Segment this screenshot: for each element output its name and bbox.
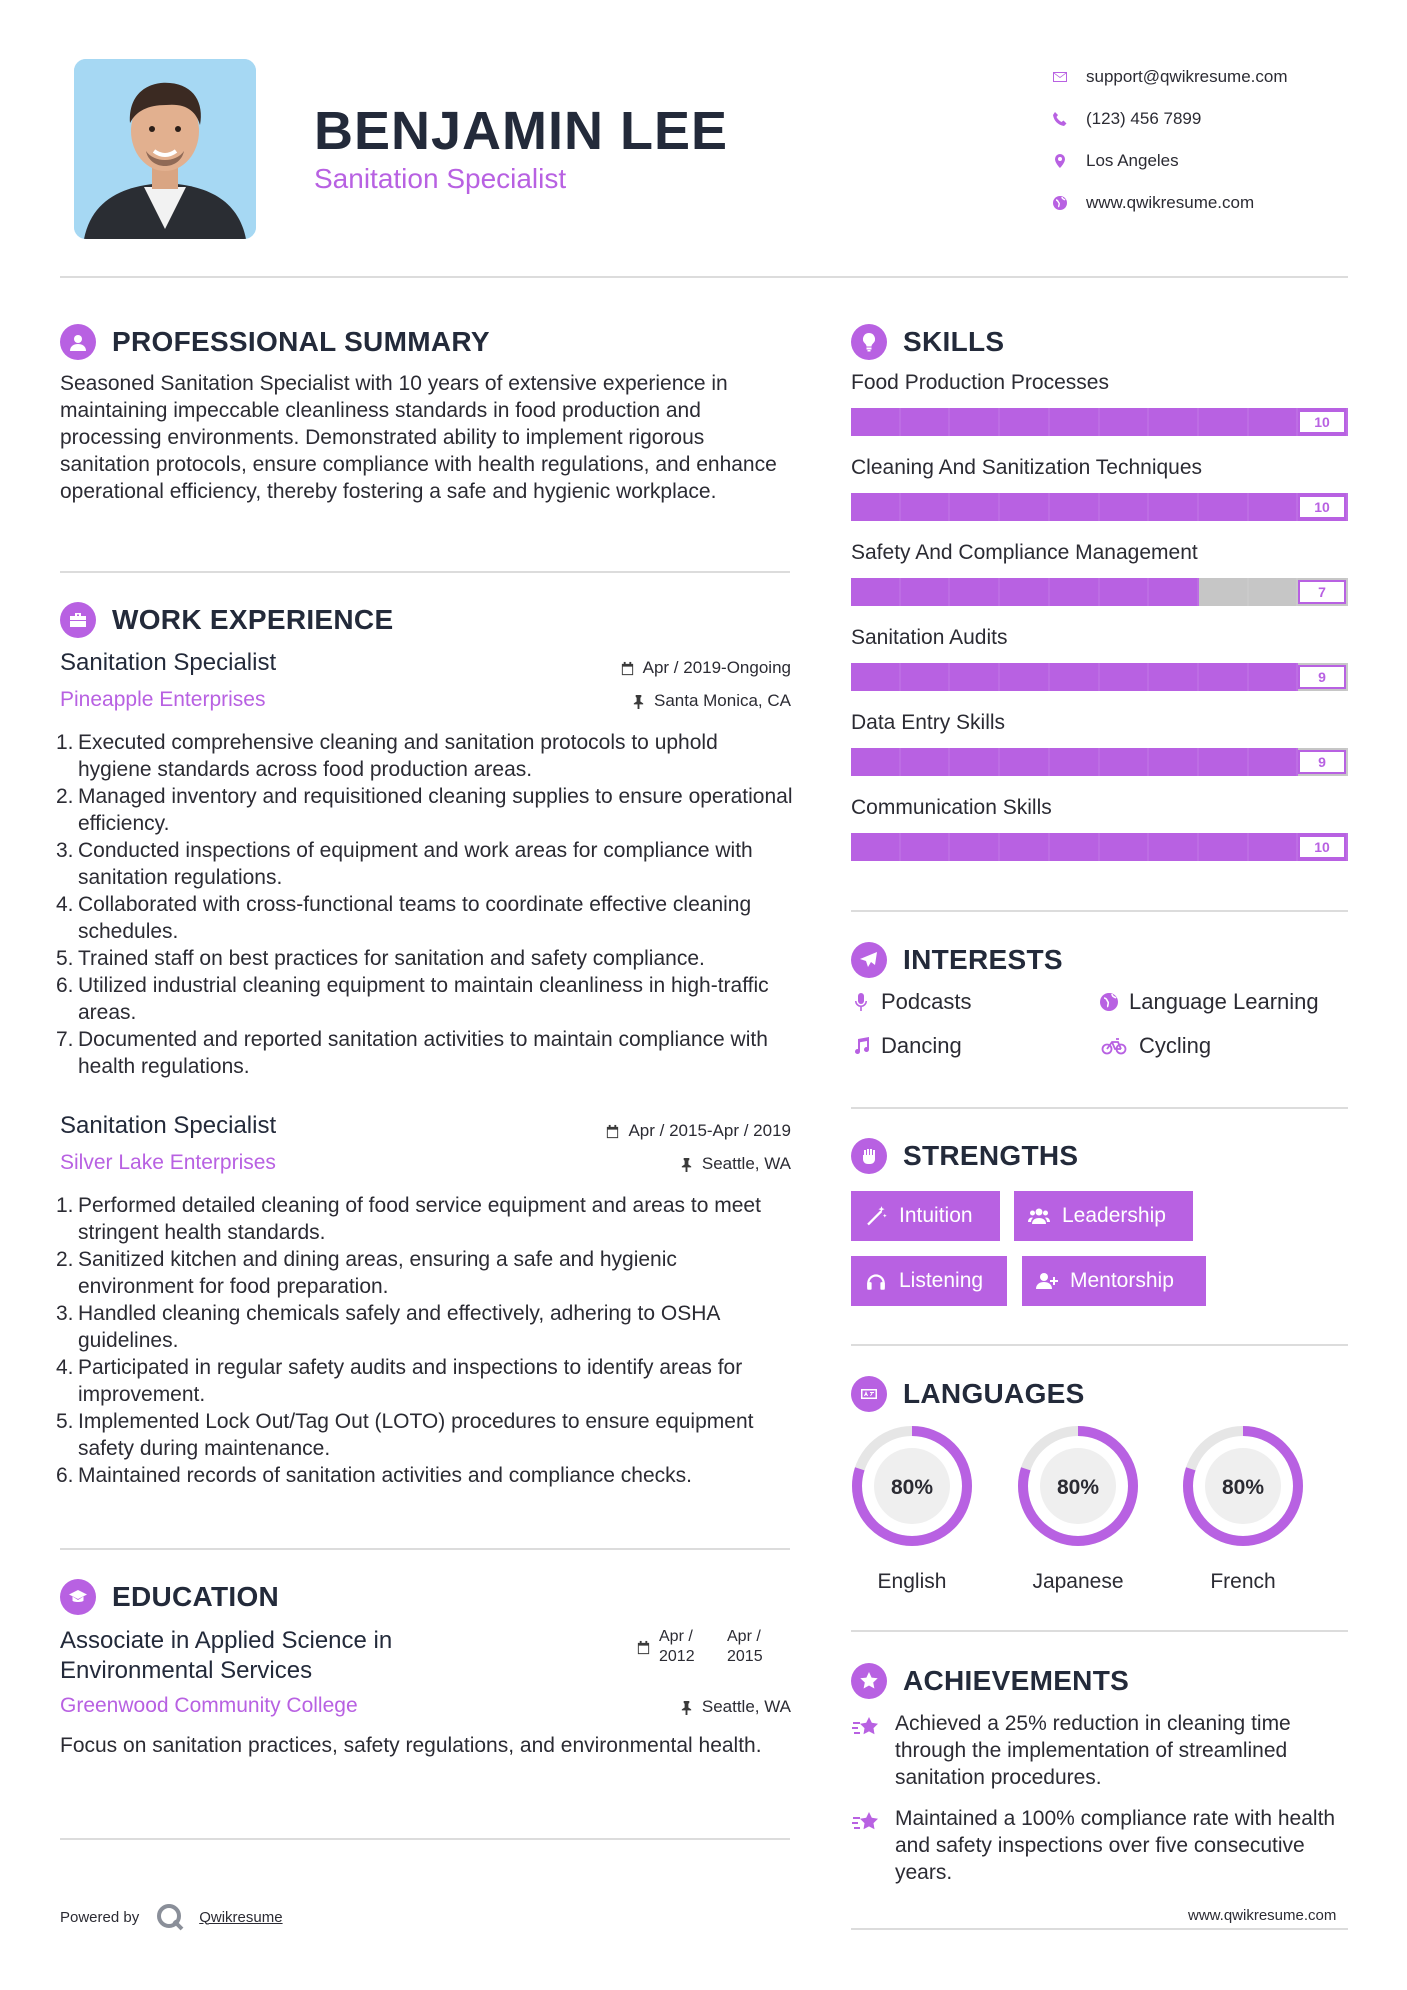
skill-bar-filled-segment <box>1100 833 1150 861</box>
job-2-date-text: Apr / 2015-Apr / 2019 <box>628 1121 791 1140</box>
skill-bar <box>851 578 1348 606</box>
skill-bar-empty-segment <box>1249 578 1299 606</box>
shooting-star-icon <box>851 1712 881 1742</box>
skill-bar-filled-segment <box>1149 663 1199 691</box>
skill-score: 10 <box>1298 410 1346 434</box>
strength-label: Listening <box>899 1269 984 1292</box>
skill-bar-filled-segment <box>950 493 1000 521</box>
job-1-date <box>620 658 791 678</box>
magic-wand-icon <box>865 1205 887 1227</box>
language-ring <box>850 1424 974 1548</box>
envelope-icon <box>1052 69 1086 85</box>
skill-bar-filled-segment <box>1149 833 1199 861</box>
skill-bar <box>851 748 1348 776</box>
skills-divider <box>851 910 1348 912</box>
summary-divider <box>60 571 790 573</box>
skill-bar-filled-segment <box>1249 748 1299 776</box>
candidate-name: BENJAMIN LEE <box>314 101 729 161</box>
skill-bar-filled-segment <box>1149 408 1199 436</box>
skill-bar-filled-segment <box>901 663 951 691</box>
skill-bar-empty-segment <box>1199 578 1249 606</box>
job-1-location <box>631 691 791 711</box>
education-title: EDUCATION <box>112 1581 280 1612</box>
language-name: Japanese <box>1032 1570 1124 1593</box>
avatar <box>74 59 256 239</box>
interest-label: Language Learning <box>1129 989 1319 1014</box>
job-1-title: Sanitation Specialist <box>60 649 277 676</box>
skill-bar-filled-segment <box>851 748 901 776</box>
skill-bar-filled-segment <box>1000 663 1050 691</box>
language-item <box>1181 1424 1305 1594</box>
lightbulb-icon <box>851 324 887 360</box>
skill-score: 7 <box>1298 580 1346 604</box>
skill-name: Cleaning And Sanitization Techniques <box>851 456 1203 479</box>
skill-bar-filled-segment <box>1100 748 1150 776</box>
skill-score: 9 <box>1298 665 1346 689</box>
skill-bar-filled-segment <box>1050 578 1100 606</box>
experience-heading <box>60 602 393 638</box>
skill-bar-filled-segment <box>1100 493 1150 521</box>
music-note-icon <box>851 1036 871 1056</box>
strength-listening <box>851 1256 1007 1306</box>
skill-bar-filled-segment <box>1199 748 1249 776</box>
summary-text: Seasoned Sanitation Specialist with 10 years of extensive experience in maintaining impeccable cleanliness standards in food production and processing environments. Demonstrated ability to implement rigorous sanitation protocols, ensure compliance with health regulations, and enhance operational efficiency, thereby fostering a safe and hygienic workplace. <box>60 372 777 503</box>
footer-divider <box>851 1928 1348 1930</box>
skill-bar-filled-segment <box>1149 578 1199 606</box>
achievements-heading <box>851 1663 1129 1699</box>
strength-label: Intuition <box>899 1204 973 1227</box>
skill-bar-filled-segment <box>1100 408 1150 436</box>
fist-icon <box>851 1138 887 1174</box>
skills-heading <box>851 324 1004 360</box>
languages-divider <box>851 1630 1348 1632</box>
language-ring <box>1016 1424 1140 1548</box>
education-location-text: Seattle, WA <box>701 1697 791 1716</box>
skill-bar-filled-segment <box>851 408 901 436</box>
pushpin-icon <box>631 694 646 709</box>
skill-bar-filled-segment <box>1050 748 1100 776</box>
users-icon <box>1028 1205 1050 1227</box>
briefcase-icon <box>60 602 96 638</box>
skill-bar-filled-segment <box>1199 493 1249 521</box>
phone-icon <box>1052 111 1086 127</box>
contact-website[interactable] <box>1052 182 1382 224</box>
education-end: Apr / 2015 <box>727 1628 763 1665</box>
skill-bar-filled-segment <box>1050 833 1100 861</box>
skill-bar-filled-segment <box>1149 748 1199 776</box>
language-name: English <box>877 1570 947 1593</box>
skill-name: Communication Skills <box>851 796 1052 819</box>
skill-score: 10 <box>1298 495 1346 519</box>
list-item: 3. Handled cleaning chemicals safely and effectively, adhering to OSHA guidelines. <box>56 1302 720 1352</box>
list-item: 5. Trained staff on best practices for sanitation and safety compliance. <box>56 947 705 970</box>
contact-location <box>1052 140 1382 182</box>
job-1-location-text: Santa Monica, CA <box>653 691 791 710</box>
interests-title: INTERESTS <box>903 944 1063 975</box>
list-item: 5. Implemented Lock Out/Tag Out (LOTO) procedures to ensure equipment safety during maintenance. <box>56 1410 754 1460</box>
education-description: Focus on sanitation practices, safety regulations, and environmental health. <box>60 1734 762 1757</box>
skill-bar-filled-segment <box>901 833 951 861</box>
strength-label: Leadership <box>1062 1204 1166 1227</box>
headphones-icon <box>865 1270 887 1292</box>
interest-label: Cycling <box>1139 1033 1212 1058</box>
globe-icon <box>1099 992 1119 1012</box>
strengths-heading <box>851 1138 1078 1174</box>
experience-divider <box>60 1548 790 1550</box>
skill-score: 10 <box>1298 835 1346 859</box>
education-date <box>636 1627 795 1667</box>
language-icon <box>851 1376 887 1412</box>
location-pin-icon <box>1052 153 1086 169</box>
skill-bar-filled-segment <box>1249 833 1299 861</box>
pushpin-icon <box>679 1700 694 1715</box>
skill-bar-filled-segment <box>851 833 901 861</box>
education-school: Greenwood Community College <box>60 1694 358 1717</box>
skill-bar-filled-segment <box>1100 663 1150 691</box>
job-2-location-text: Seattle, WA <box>701 1154 791 1173</box>
language-percent: 80% <box>1221 1476 1265 1499</box>
contact-phone[interactable] <box>1052 98 1382 140</box>
skill-bar-filled-segment <box>851 663 901 691</box>
education-divider <box>60 1838 790 1840</box>
job-2-title: Sanitation Specialist <box>60 1112 277 1139</box>
skill-bar-filled-segment <box>1050 493 1100 521</box>
achievements-title: ACHIEVEMENTS <box>903 1665 1130 1696</box>
skill-bar-filled-segment <box>901 578 951 606</box>
list-item: 2. Sanitized kitchen and dining areas, ensuring a safe and hygienic environment for food preparation. <box>56 1248 677 1298</box>
skill-bar-filled-segment <box>851 493 901 521</box>
job-2-company: Silver Lake Enterprises <box>60 1151 276 1174</box>
footer-url[interactable]: www.qwikresume.com <box>1188 1907 1337 1924</box>
skill-bar-filled-segment <box>1000 408 1050 436</box>
interest-podcasts <box>851 989 972 1015</box>
interest-cycling <box>1099 1033 1211 1059</box>
achievement-item <box>851 1805 1351 1886</box>
skill-bar <box>851 833 1348 861</box>
education-start: Apr / 2012 <box>659 1628 695 1665</box>
list-item: 1. Executed comprehensive cleaning and sanitation protocols to uphold hygiene standards across food production areas. <box>56 731 718 781</box>
skill-bar-filled-segment <box>1249 408 1299 436</box>
skill-name: Food Production Processes <box>851 371 1109 394</box>
job-1-company: Pineapple Enterprises <box>60 688 266 711</box>
language-item <box>1016 1424 1140 1594</box>
interest-language-learning <box>1099 989 1319 1015</box>
skill-bar-filled-segment <box>1249 663 1299 691</box>
calendar-icon <box>636 1640 651 1655</box>
languages-title: LANGUAGES <box>903 1378 1085 1409</box>
skill-bar-filled-segment <box>950 833 1000 861</box>
language-percent: 80% <box>890 1476 934 1499</box>
paper-plane-icon <box>851 942 887 978</box>
summary-title: PROFESSIONAL SUMMARY <box>112 326 490 357</box>
skill-bar-filled-segment <box>851 578 901 606</box>
skill-bar-filled-segment <box>901 493 951 521</box>
interests-heading <box>851 942 1063 978</box>
qwikresume-link[interactable]: Qwikresume <box>199 1908 283 1926</box>
list-item: 2. Managed inventory and requisitioned cleaning supplies to ensure operational efficiency. <box>56 785 793 835</box>
skill-bar-filled-segment <box>1199 408 1249 436</box>
contact-email[interactable] <box>1052 56 1382 98</box>
skill-name: Data Entry Skills <box>851 711 1006 734</box>
summary-heading <box>60 324 490 360</box>
skill-bar-filled-segment <box>901 408 951 436</box>
skill-score: 9 <box>1298 750 1346 774</box>
education-degree: Associate in Applied Science in Environmental Services <box>60 1627 393 1684</box>
skill-bar-filled-segment <box>901 748 951 776</box>
pushpin-icon <box>679 1157 694 1172</box>
contact-website-text: www.qwikresume.com <box>1086 193 1255 212</box>
list-item: 4. Participated in regular safety audits and inspections to identify areas for improvement. <box>56 1356 743 1406</box>
list-item: 4. Collaborated with cross-functional teams to coordinate effective cleaning schedules. <box>56 893 752 943</box>
skill-bar-filled-segment <box>950 408 1000 436</box>
bicycle-icon <box>1099 1036 1129 1056</box>
skill-bar-filled-segment <box>950 748 1000 776</box>
language-name: French <box>1210 1570 1276 1593</box>
achievement-text: Achieved a 25% reduction in cleaning time through the implementation of streamlined sanitation procedures. <box>895 1712 1291 1789</box>
achievement-item <box>851 1710 1351 1791</box>
skill-bar-filled-segment <box>1199 663 1249 691</box>
skill-name: Sanitation Audits <box>851 626 1008 649</box>
language-percent: 80% <box>1056 1476 1100 1499</box>
interest-label: Dancing <box>881 1033 962 1058</box>
powered-by <box>60 1902 283 1932</box>
list-item: 6. Maintained records of sanitation activities and compliance checks. <box>56 1464 692 1487</box>
experience-title: WORK EXPERIENCE <box>112 604 394 635</box>
user-icon <box>60 324 96 360</box>
job-2-location <box>679 1154 791 1174</box>
skills-title: SKILLS <box>903 326 1005 357</box>
skill-bar-filled-segment <box>1249 493 1299 521</box>
education-location <box>679 1697 791 1717</box>
skill-bar-filled-segment <box>1050 408 1100 436</box>
strengths-title: STRENGTHS <box>903 1140 1079 1171</box>
strengths-divider <box>851 1344 1348 1346</box>
skill-bar <box>851 663 1348 691</box>
contact-phone-text: (123) 456 7899 <box>1086 109 1202 128</box>
skill-bar-filled-segment <box>1000 578 1050 606</box>
skill-bar-filled-segment <box>1199 833 1249 861</box>
skill-bar-filled-segment <box>1050 663 1100 691</box>
skill-bar-filled-segment <box>1149 493 1199 521</box>
contact-list <box>1052 56 1382 224</box>
skill-bar-filled-segment <box>1000 833 1050 861</box>
language-item <box>850 1424 974 1594</box>
graduation-cap-icon <box>60 1579 96 1615</box>
powered-by-label: Powered by <box>60 1908 140 1926</box>
achievement-text: Maintained a 100% compliance rate with health and safety inspections over five consecutive years. <box>895 1807 1336 1884</box>
calendar-icon <box>620 661 635 676</box>
skill-bar-filled-segment <box>1000 748 1050 776</box>
list-item: 1. Performed detailed cleaning of food service equipment and areas to meet stringent health standards. <box>56 1194 761 1244</box>
contact-location-text: Los Angeles <box>1086 151 1179 170</box>
star-icon <box>851 1663 887 1699</box>
header-divider <box>60 276 1348 278</box>
shooting-star-icon <box>851 1807 881 1837</box>
interest-dancing <box>851 1033 962 1059</box>
strength-label: Mentorship <box>1070 1269 1174 1292</box>
job-1-date-text: Apr / 2019-Ongoing <box>642 658 791 677</box>
interest-label: Podcasts <box>881 989 972 1014</box>
skill-bar <box>851 493 1348 521</box>
strength-intuition <box>851 1191 1000 1241</box>
contact-email-text: support@qwikresume.com <box>1086 67 1288 86</box>
candidate-role: Sanitation Specialist <box>314 163 567 194</box>
strength-leadership <box>1014 1191 1193 1241</box>
languages-heading <box>851 1376 1085 1412</box>
education-heading <box>60 1579 279 1615</box>
interests-divider <box>851 1107 1348 1109</box>
skill-bar-filled-segment <box>1000 493 1050 521</box>
globe-icon <box>1052 195 1086 211</box>
skill-bar-filled-segment <box>950 663 1000 691</box>
skill-bar-filled-segment <box>1100 578 1150 606</box>
skill-name: Safety And Compliance Management <box>851 541 1198 564</box>
skill-bar-filled-segment <box>950 578 1000 606</box>
user-plus-icon <box>1036 1270 1058 1292</box>
job-2-date <box>605 1121 791 1141</box>
qwikresume-logo-icon <box>155 1902 185 1932</box>
job-1-bullets <box>56 729 796 1080</box>
list-item: 6. Utilized industrial cleaning equipment to maintain cleanliness in high-traffic areas. <box>56 974 769 1024</box>
microphone-icon <box>851 992 871 1012</box>
job-2-bullets <box>56 1192 796 1489</box>
list-item: 7. Documented and reported sanitation activities to maintain compliance with health regulations. <box>56 1028 768 1078</box>
profile-photo <box>74 59 256 239</box>
skill-bar <box>851 408 1348 436</box>
language-ring <box>1181 1424 1305 1548</box>
list-item: 3. Conducted inspections of equipment and work areas for compliance with sanitation regulations. <box>56 839 753 889</box>
calendar-icon <box>605 1124 620 1139</box>
strength-mentorship <box>1022 1256 1206 1306</box>
